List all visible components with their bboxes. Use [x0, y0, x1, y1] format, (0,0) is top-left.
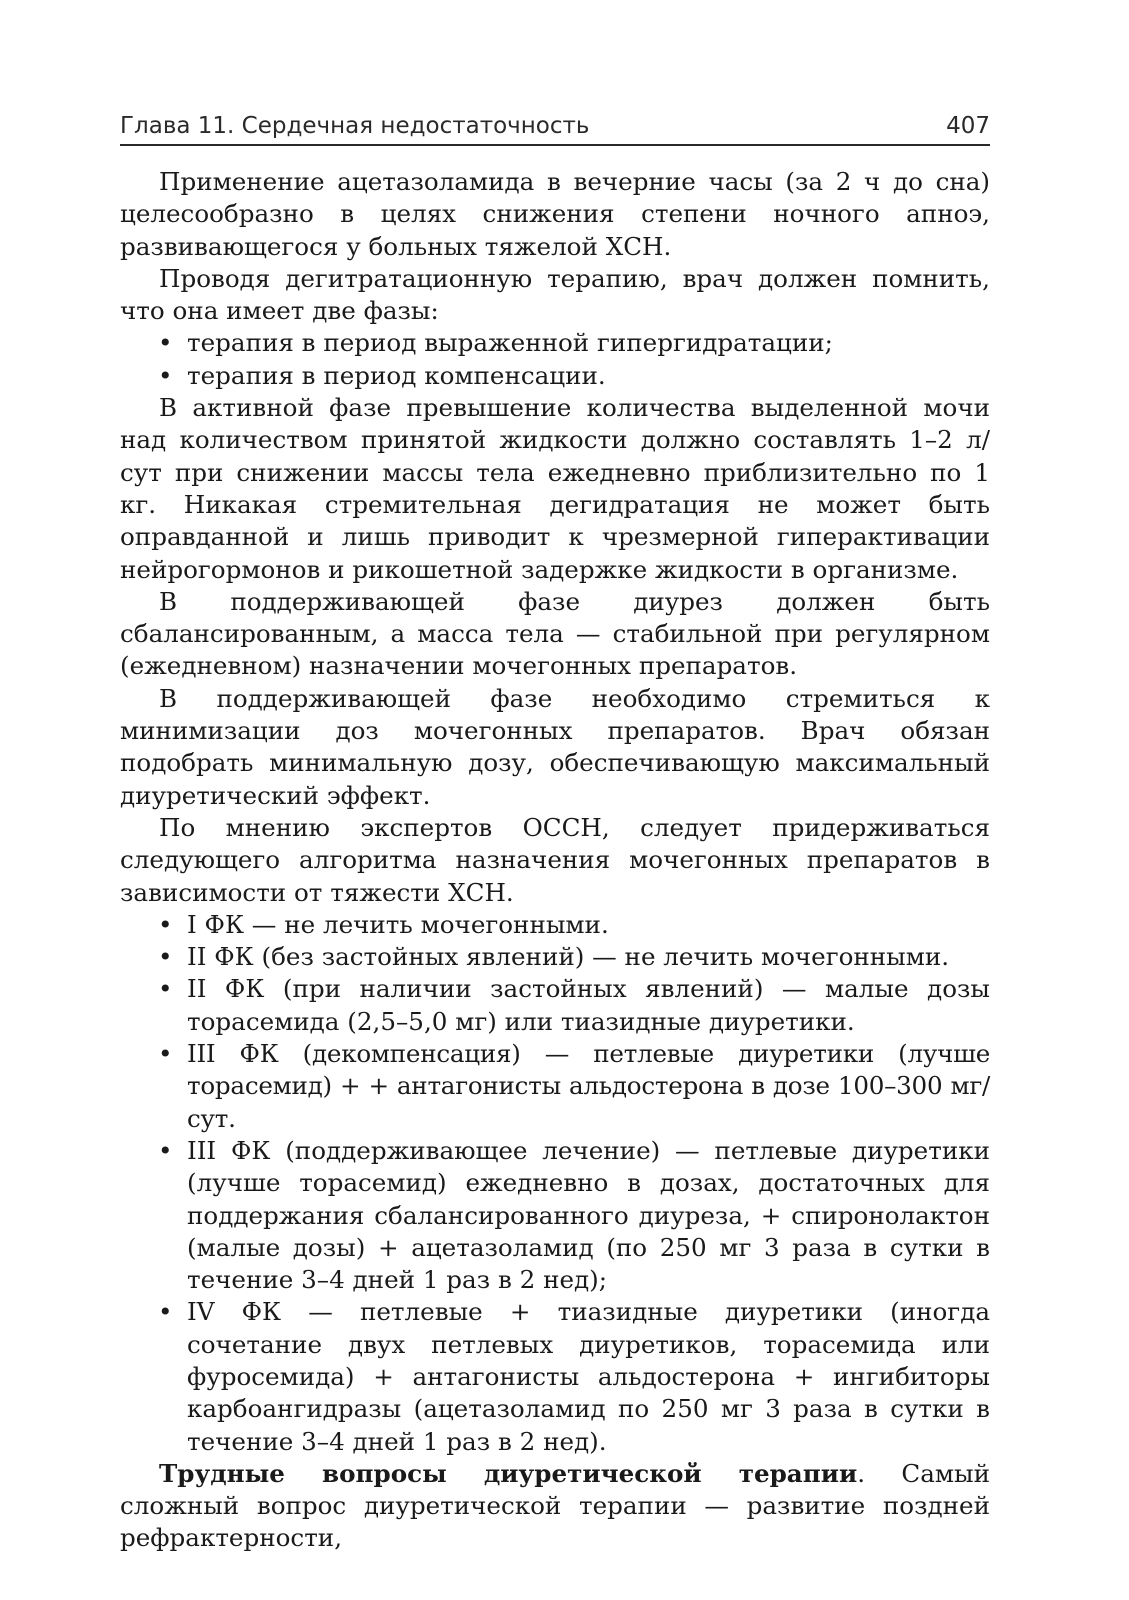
list-item: [120, 1296, 990, 1457]
paragraph: Применение ацетазоламида в вечерние часы (за 2 ч до сна) целесообразно в целях снижения степени ночного апноэ, развивающегося у больных тяжелой ХСН.: [120, 167, 990, 261]
bold-heading: Трудные вопросы диуретической терапии: [159, 1458, 858, 1488]
list-item: [120, 1135, 990, 1296]
list-item: [120, 973, 990, 1038]
bullet-icon: •: [158, 1135, 173, 1165]
list-item: [120, 941, 990, 973]
list-item-text: терапия в период компенсации.: [187, 360, 606, 390]
list-item: [120, 360, 990, 392]
bullet-icon: •: [158, 1297, 173, 1327]
paragraph: По мнению экспертов ОССН, следует придерживаться следующего алгоритма назначения мочегонных препаратов в зависимости от тяжести ХСН.: [120, 812, 990, 907]
bullet-icon: •: [158, 360, 173, 390]
body-text: [120, 166, 990, 1555]
list-item-text: II ФК (без застойных явлений) — не лечить мочегонными.: [187, 942, 950, 972]
bullet-icon: •: [158, 974, 173, 1004]
list-item-text: II ФК (при наличии застойных явлений) — малые дозы торасемида (2,5–5,0 мг) или тиазидные диуретики.: [187, 974, 990, 1036]
bullet-icon: •: [158, 328, 173, 358]
list-item-text: IV ФК — петлевые + тиазидные диуретики (иногда сочетание двух петлевых диуретиков, торасемида или фуросемида) + антагонисты альдостерона + ингибиторы карбоангидразы (ацетазоламид по 250 мг 3 раза в сутки в течение 3–4 дней 1 раз в 2 нед).: [187, 1297, 990, 1456]
phase-list: [120, 327, 990, 392]
paragraph: В поддерживающей фазе необходимо стремиться к минимизации доз мочегонных препаратов. Врач обязан подобрать минимальную дозу, обеспечивающую максимальный диуретический эффект.: [120, 683, 990, 810]
bullet-icon: •: [158, 909, 173, 939]
algorithm-list: [120, 909, 990, 1458]
list-item-text: III ФК (декомпенсация) — петлевые диуретики (лучше торасемид) + + антагонисты альдостерона в дозе 100–300 мг/сут.: [187, 1039, 990, 1133]
running-header: [120, 108, 990, 146]
list-item-text: I ФК — не лечить мочегонными.: [187, 909, 609, 939]
list-item: [120, 1038, 990, 1135]
list-item: [120, 327, 990, 359]
paragraph: В активной фазе превышение количества выделенной мочи над количеством принятой жидкости должно составлять 1–2 л/сут при снижении массы тела ежедневно приблизительно по 1 кг. Никакая стремительная дегидратация не может быть оправданной и лишь приводит к чрезмерной гиперактивации нейрогормонов и рикошетной задержке жидкости в организме.: [120, 393, 990, 584]
bullet-icon: •: [158, 942, 173, 972]
list-item: [120, 909, 990, 941]
paragraph-text: . Самый сложный вопрос диуретической терапии — развитие поздней рефрактерности,: [120, 1458, 990, 1553]
chapter-title: Глава 11. Сердечная недостаточность: [120, 113, 590, 139]
page-number: 407: [946, 113, 990, 139]
bullet-icon: •: [158, 1039, 173, 1069]
list-item-text: терапия в период выраженной гипергидратации;: [187, 328, 833, 358]
paragraph: [120, 1458, 990, 1555]
list-item-text: III ФК (поддерживающее лечение) — петлевые диуретики (лучше торасемид) ежедневно в дозах, достаточных для поддержания сбалансированного диуреза, + спиронолактон (малые дозы) + ацетазоламид (по 250 мг 3 раза в сутки в течение 3–4 дней 1 раз в 2 нед);: [187, 1135, 990, 1295]
paragraph: В поддерживающей фазе диурез должен быть сбалансированным, а масса тела — стабильной при регулярном (ежедневном) назначении мочегонных препаратов.: [120, 586, 990, 681]
paragraph: Проводя дегитратационную терапию, врач должен помнить, что она имеет две фазы:: [120, 263, 990, 326]
